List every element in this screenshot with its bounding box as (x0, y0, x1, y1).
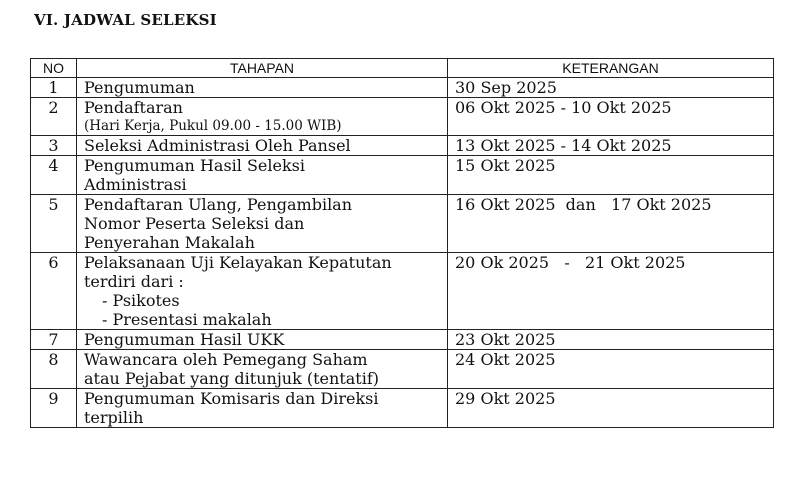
tahapan-cell (77, 330, 448, 350)
tahapan-line: Pengumuman Hasil UKK (84, 330, 285, 349)
header-no: NO (31, 59, 77, 78)
row-number: 2 (31, 98, 77, 136)
row-number: 6 (31, 253, 77, 330)
row-number: 3 (31, 136, 77, 156)
tahapan-line: Seleksi Administrasi Oleh Pansel (84, 136, 351, 155)
row-number: 1 (31, 78, 77, 98)
tahapan-line: Nomor Peserta Seleksi dan (84, 214, 305, 233)
row-number: 7 (31, 330, 77, 350)
table-header-row (31, 59, 774, 78)
table-row (31, 253, 774, 330)
tahapan-cell (77, 78, 448, 98)
row-number: 4 (31, 156, 77, 195)
row-number: 8 (31, 350, 77, 389)
tahapan-bullet-item: - Psikotes (102, 291, 180, 310)
tahapan-cell (77, 156, 448, 195)
tahapan-cell (77, 389, 448, 428)
tahapan-cell (77, 350, 448, 389)
keterangan-cell: 23 Okt 2025 (448, 330, 774, 350)
keterangan-cell: 13 Okt 2025 - 14 Okt 2025 (448, 136, 774, 156)
tahapan-bullet-item: - Presentasi makalah (102, 310, 272, 329)
table-row (31, 195, 774, 253)
header-tahapan: TAHAPAN (77, 59, 448, 78)
keterangan-cell: 30 Sep 2025 (448, 78, 774, 98)
tahapan-line: Pengumuman (84, 78, 195, 97)
table-row (31, 98, 774, 136)
tahapan-line: Pengumuman Komisaris dan Direksi (84, 389, 379, 408)
keterangan-cell: 16 Okt 2025 dan 17 Okt 2025 (448, 195, 774, 253)
tahapan-line: Pendaftaran (84, 98, 183, 117)
tahapan-line: terpilih (84, 408, 144, 427)
table-row (31, 350, 774, 389)
row-number: 5 (31, 195, 77, 253)
section-heading: VI. JADWAL SELEKSI (34, 11, 217, 29)
keterangan-cell: 29 Okt 2025 (448, 389, 774, 428)
keterangan-cell: 24 Okt 2025 (448, 350, 774, 389)
keterangan-cell: 15 Okt 2025 (448, 156, 774, 195)
tahapan-line: Wawancara oleh Pemegang Saham (84, 350, 368, 369)
row-number: 9 (31, 389, 77, 428)
table-row (31, 136, 774, 156)
tahapan-line: atau Pejabat yang ditunjuk (tentatif) (84, 369, 379, 388)
keterangan-cell: 06 Okt 2025 - 10 Okt 2025 (448, 98, 774, 136)
table-row (31, 389, 774, 428)
tahapan-line: Pelaksanaan Uji Kelayakan Kepatutan (84, 253, 392, 272)
table-row (31, 330, 774, 350)
selection-schedule-table (30, 58, 774, 428)
header-keterangan: KETERANGAN (448, 59, 774, 78)
tahapan-cell (77, 136, 448, 156)
tahapan-cell (77, 98, 448, 136)
tahapan-note: (Hari Kerja, Pukul 09.00 - 15.00 WIB) (84, 118, 342, 134)
tahapan-cell (77, 253, 448, 330)
tahapan-cell (77, 195, 448, 253)
tahapan-line: Pengumuman Hasil Seleksi (84, 156, 306, 175)
table-row (31, 156, 774, 195)
table-row (31, 78, 774, 98)
tahapan-line: Administrasi (84, 175, 187, 194)
tahapan-line: terdiri dari : (84, 272, 184, 291)
tahapan-line: Pendaftaran Ulang, Pengambilan (84, 195, 353, 214)
tahapan-line: Penyerahan Makalah (84, 233, 255, 252)
keterangan-cell: 20 Ok 2025 - 21 Okt 2025 (448, 253, 774, 330)
